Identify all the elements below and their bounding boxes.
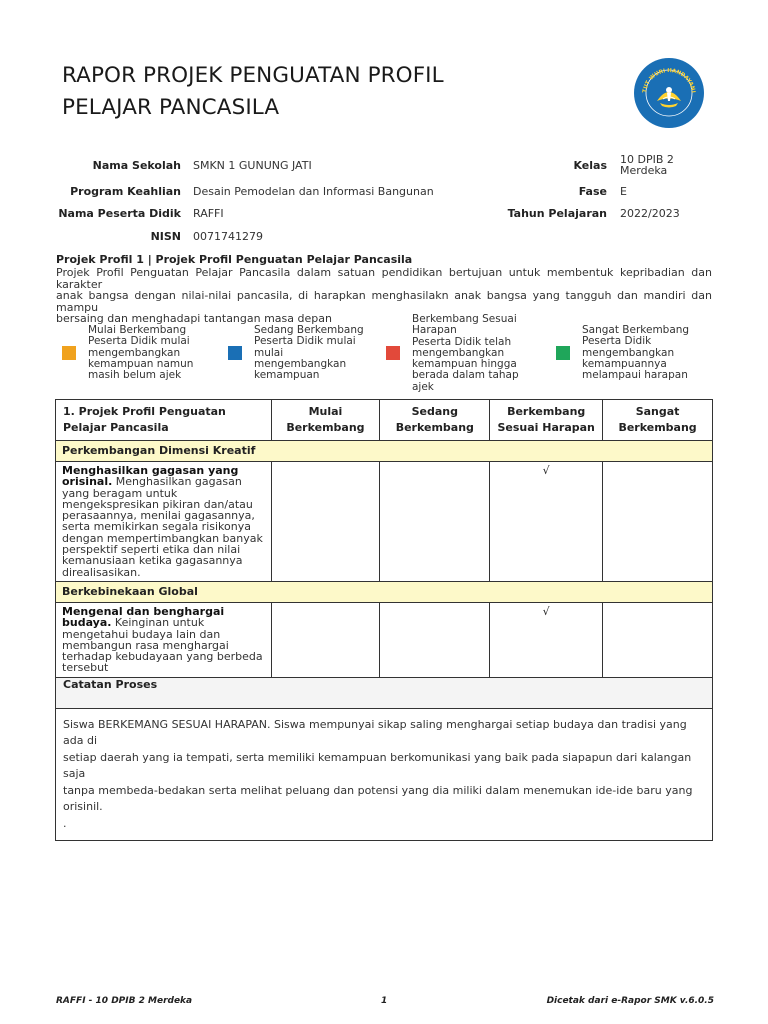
dimension-row [56, 441, 713, 462]
tahun-pelajaran-value: 2022/2023 [620, 207, 680, 220]
catatan-line: Siswa BERKEMANG SESUAI HARAPAN. Siswa mempunyai sikap saling menghargai setiap budaya dan tradisi yang ada di [63, 717, 687, 748]
legend-sesuai-line: mengembangkan [412, 346, 505, 359]
legend-text-sesuai [412, 314, 519, 393]
program-keahlian-label: Program Keahlian [70, 185, 181, 198]
dimension-kebinekaan: Berkebinekaan Global [56, 581, 713, 602]
nisn-value: 0071741279 [193, 230, 263, 243]
catatan-line: . [63, 816, 67, 830]
tahun-pelajaran-label: Tahun Pelajaran [507, 207, 607, 220]
item-title: Mengenal dan benghargai budaya. [62, 604, 225, 630]
legend-mulai-line: kemampuan namun [88, 357, 194, 370]
legend-mulai-line: masih belum ajek [88, 369, 182, 382]
header-mulai-line1: Mulai [308, 405, 343, 418]
catatan-line: setiap daerah yang ia tempati, serta memiliki kemampuan berkomunikasi yang baik pada siapapun dari kalangan saja [63, 750, 692, 781]
legend-swatch-sedang [228, 346, 242, 360]
tut-wuri-handayani-logo [632, 57, 706, 129]
catatan-label: Catatan Proses [56, 677, 713, 708]
nama-peserta-label: Nama Peserta Didik [58, 207, 181, 220]
header-sangat-line1: Sangat [635, 405, 680, 418]
cell-mulai [271, 462, 380, 582]
legend-sesuai-line: Harapan [412, 324, 457, 337]
dimension-row [56, 581, 713, 602]
legend-swatch-mulai [62, 346, 76, 360]
legend-swatch-sangat [556, 346, 570, 360]
project-description-line1: Projek Profil Penguatan Pelajar Pancasila dalam satuan pendidikan bertujuan untuk membentuk kepribadian dan karakter [56, 266, 712, 291]
catatan-header-row [56, 677, 713, 708]
legend-sangat-line: mengembangkan [582, 346, 675, 359]
legend-sedang-line: mengembangkan [254, 357, 347, 370]
cell-sangat [603, 462, 713, 582]
report-title [62, 60, 444, 124]
assessment-table [55, 399, 713, 841]
legend-sangat-line: Peserta Didik [582, 335, 652, 348]
legend-sangat-line: melampaui harapan [582, 369, 688, 382]
legend-sedang-line: mulai [254, 346, 284, 359]
nama-sekolah-value: SMKN 1 GUNUNG JATI [193, 159, 312, 172]
item-cell [56, 602, 272, 677]
legend-sesuai-line: Berkembang Sesuai [412, 313, 517, 325]
project-description [56, 267, 712, 325]
header-sangat-line2: Berkembang [618, 421, 697, 434]
header-sesuai-line1: Berkembang [507, 405, 586, 418]
header-mulai [271, 400, 380, 441]
legend-sedang-line: Sedang Berkembang [254, 324, 364, 336]
legend-sangat-line: Sangat Berkembang [582, 324, 690, 336]
cell-sangat [603, 602, 713, 677]
legend-text-mulai [88, 325, 193, 381]
dimension-kreatif: Perkembangan Dimensi Kreatif [56, 441, 713, 462]
nama-sekolah-label: Nama Sekolah [92, 159, 181, 172]
legend-swatch-sesuai [386, 346, 400, 360]
report-title-line2: PELAJAR PANCASILA [62, 95, 280, 120]
legend-mulai-line: Peserta Didik mulai [88, 335, 190, 348]
kelas-label: Kelas [573, 159, 607, 172]
legend-sesuai-line: berada dalam tahap [412, 369, 519, 382]
legend-sedang-line: kemampuan [254, 369, 320, 382]
legend-mulai-line: mengembangkan [88, 346, 181, 359]
project-description-line3: bersaing dan menghadapi tantangan masa depan [56, 312, 332, 325]
nama-peserta-value: RAFFI [193, 207, 224, 220]
catatan-note-row [56, 708, 713, 841]
item-title: Menghasilkan gagasan yang orisinal. [62, 464, 239, 489]
legend-sesuai-line: kemampuan hingga [412, 358, 517, 371]
project-description-line2: anak bangsa dengan nilai-nilai pancasila, di harapkan menghasilakn anak bangsa yang tangguh dan mandiri dan mampu [56, 289, 712, 314]
legend-sedang-line: Peserta Didik mulai [254, 335, 356, 348]
cell-sedang [380, 602, 490, 677]
header-sesuai [490, 400, 603, 441]
header-project-line2: Pelajar Pancasila [63, 421, 169, 434]
legend-sesuai-line: ajek [412, 380, 434, 393]
header-sangat [603, 400, 713, 441]
cell-mulai [271, 602, 380, 677]
footer-printed-by: Dicetak dari e-Rapor SMK v.6.0.5 [546, 996, 714, 1006]
footer-page-number: 1 [381, 996, 388, 1006]
nisn-label: NISN [150, 230, 181, 243]
kelas-value [620, 154, 674, 176]
item-description: Keinginan untuk mengetahui budaya lain dan membangun rasa menghargai terhadap kebudayaan yang berbeda tersebut [62, 616, 263, 675]
table-row [56, 462, 713, 582]
legend-mulai-line: Mulai Berkembang [88, 324, 187, 336]
header-project [56, 400, 272, 441]
cell-sedang [380, 462, 490, 582]
catatan-line: tanpa membeda-bedakan serta melihat peluang dan potensi yang dia miliki dalam menemukan ide-ide baru yang orisinil. [63, 783, 693, 814]
header-sedang [380, 400, 490, 441]
footer-student: RAFFI - 10 DPIB 2 Merdeka [56, 996, 193, 1006]
fase-label: Fase [578, 185, 607, 198]
svg-text:TUT WURI HANDAYANI: TUT WURI HANDAYANI [642, 67, 696, 94]
fase-value: E [620, 185, 627, 198]
check-mark: √ [490, 602, 603, 677]
table-header-row [56, 400, 713, 441]
table-row [56, 602, 713, 677]
header-sedang-line1: Sedang [411, 405, 458, 418]
kelas-value-line2: Merdeka [620, 164, 668, 177]
legend-sesuai-line: Peserta Didik telah [412, 335, 512, 348]
legend-text-sedang [254, 325, 364, 381]
project-heading: Projek Profil 1 | Projek Profil Penguatan Pelajar Pancasila [56, 253, 413, 266]
header-mulai-line2: Berkembang [286, 421, 365, 434]
legend-sangat-line: kemampuannya [582, 357, 667, 370]
catatan-note [56, 708, 713, 841]
check-mark: √ [490, 462, 603, 582]
header-sesuai-line2: Sesuai Harapan [497, 421, 595, 434]
program-keahlian-value: Desain Pemodelan dan Informasi Bangunan [193, 185, 434, 198]
item-description: Menghasilkan gagasan yang beragam untuk mengekspresikan pikiran dan/atau perasaannya, menilai gagasannya, serta memikirkan segala risikonya dengan mempertimbangkan banyak perspektif seperti etika dan nilai kemanusiaan ketika gagasannya direalisasikan. [62, 475, 263, 579]
item-cell [56, 462, 272, 582]
header-project-line1: 1. Projek Profil Penguatan [63, 405, 226, 418]
header-sedang-line2: Berkembang [395, 421, 474, 434]
report-title-line1: RAPOR PROJEK PENGUATAN PROFIL [62, 63, 444, 88]
kelas-value-line1: 10 DPIB 2 [620, 153, 674, 166]
legend-text-sangat [582, 325, 689, 381]
